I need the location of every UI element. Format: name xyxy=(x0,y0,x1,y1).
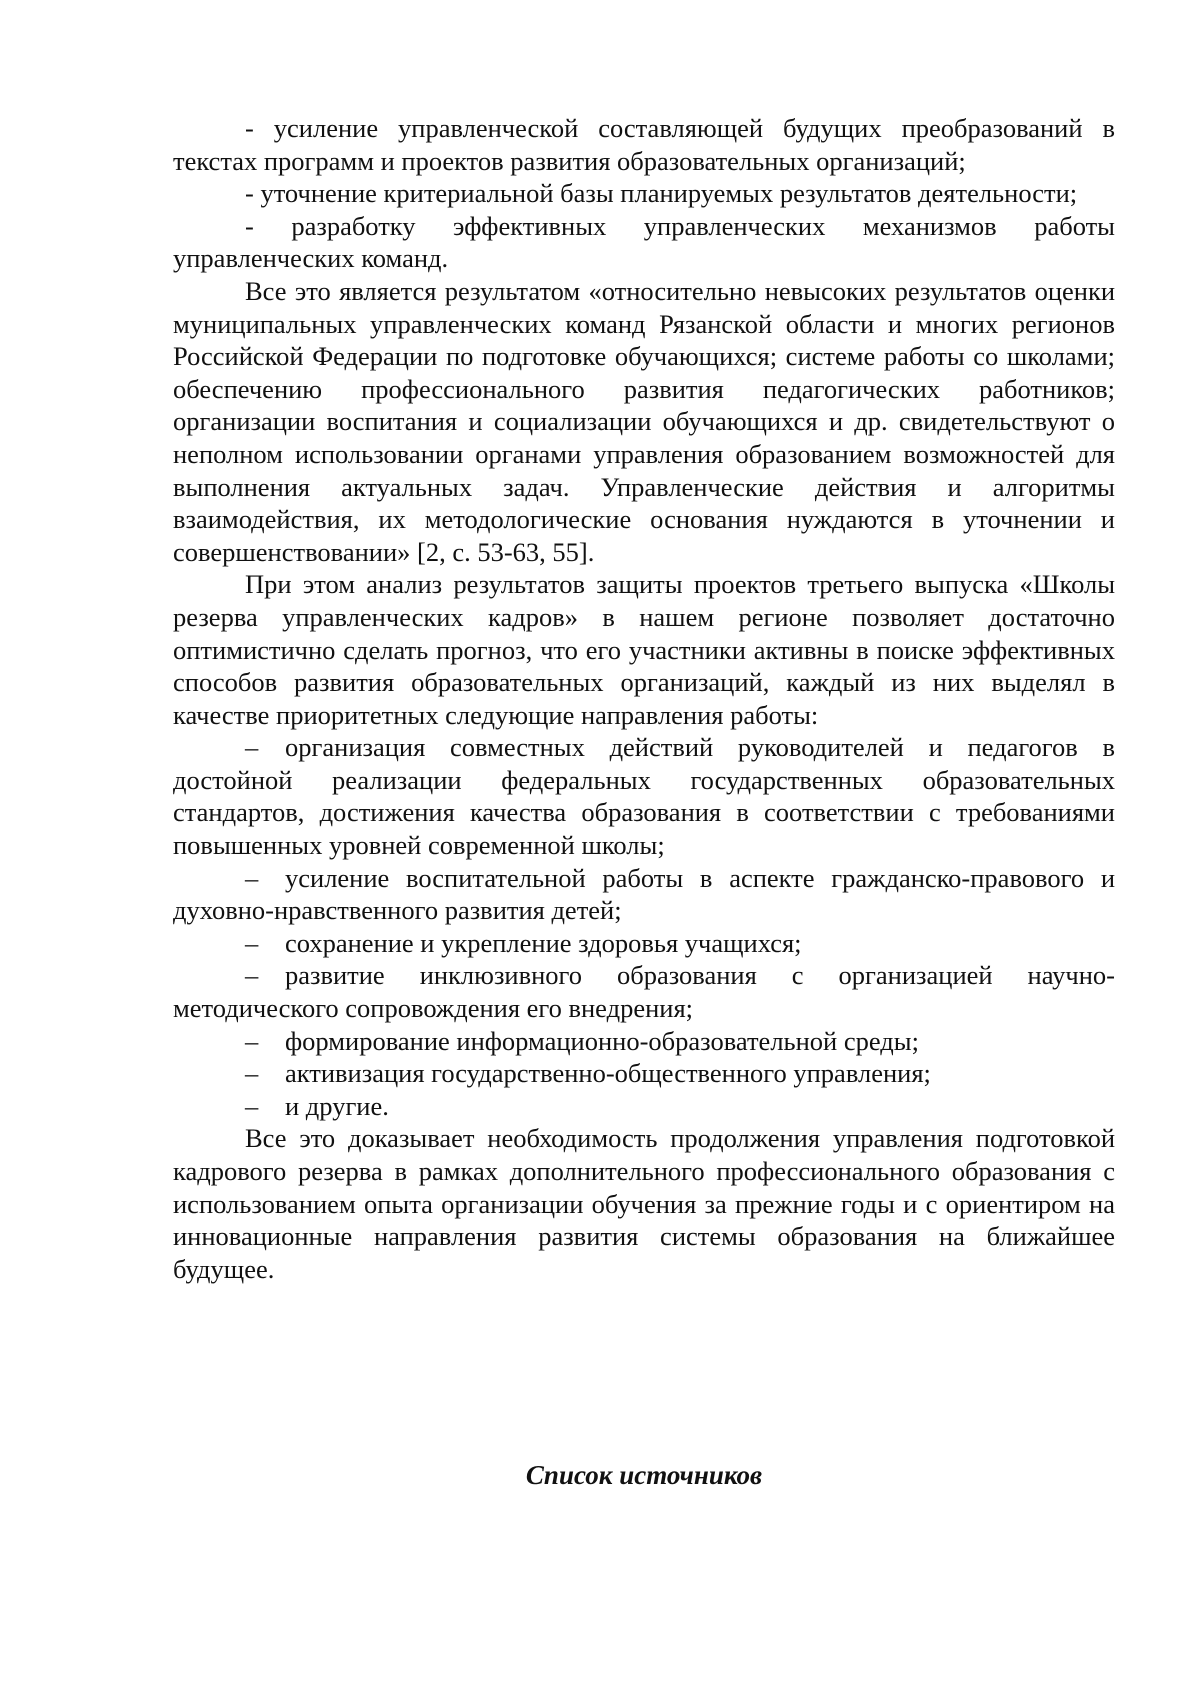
dash-marker: – xyxy=(245,959,285,992)
direction-text: и другие. xyxy=(285,1091,389,1121)
dash-marker: – xyxy=(245,1057,285,1090)
direction-text: усиление воспитательной работы в аспекте гражданско-правового и духовно-нравственного развития детей; xyxy=(173,863,1115,926)
dash-marker: – xyxy=(245,1025,285,1058)
direction-item xyxy=(173,862,1115,927)
direction-text: сохранение и укрепление здоровья учащихся; xyxy=(285,928,802,958)
dash-marker: – xyxy=(245,1090,285,1123)
direction-item xyxy=(173,1025,1115,1058)
direction-item xyxy=(173,959,1115,1024)
direction-text: формирование информационно-образовательной среды; xyxy=(285,1026,919,1056)
document-body xyxy=(173,112,1115,1285)
direction-item xyxy=(173,731,1115,861)
direction-text: организация совместных действий руководителей и педагогов в достойной реализации федеральных государственных образовательных стандартов, достижения качества образования в соответствии с требованиями повышенных уровней современной школы; xyxy=(173,732,1115,860)
paragraph-final: Все это доказывает необходимость продолжения управления подготовкой кадрового резерва в рамках дополнительного профессионального образования с использованием опыта организации обучения за прежние годы и с ориентиром на инновационные направления развития системы образования на ближайшее будущее. xyxy=(173,1122,1115,1285)
intro-item-2: - уточнение критериальной базы планируемых результатов деятельности; xyxy=(173,177,1115,210)
direction-item xyxy=(173,1090,1115,1123)
intro-item-3: - разработку эффективных управленческих механизмов работы управленческих команд. xyxy=(173,210,1115,275)
intro-item-1: - усиление управленческой составляющей будущих преобразований в текстах программ и проектов развития образовательных организаций; xyxy=(173,112,1115,177)
direction-text: активизация государственно-общественного управления; xyxy=(285,1058,931,1088)
dash-marker: – xyxy=(245,862,285,895)
direction-item xyxy=(173,1057,1115,1090)
direction-item xyxy=(173,927,1115,960)
dash-marker: – xyxy=(245,731,285,764)
sources-heading: Список источников xyxy=(173,1460,1115,1491)
paragraph-conclusion-quote: Все это является результатом «относительно невысоких результатов оценки муниципальных управленческих команд Рязанской области и многих регионов Российской Федерации по подготовке обучающихся; системе работы со школами; обеспечению профессионального развития педагогических работников; организации воспитания и социализации обучающихся и др. свидетельствуют о неполном использовании органами управления образованием возможностей для выполнения актуальных задач. Управленческие действия и алгоритмы взаимодействия, их методологические основания нуждаются в уточнении и совершенствовании» [2, с. 53-63, 55]. xyxy=(173,275,1115,568)
dash-marker: – xyxy=(245,927,285,960)
paragraph-analysis: При этом анализ результатов защиты проектов третьего выпуска «Школы резерва управленческих кадров» в нашем регионе позволяет достаточно оптимистично сделать прогноз, что его участники активны в поиске эффективных способов развития образовательных организаций, каждый из них выделял в качестве приоритетных следующие направления работы: xyxy=(173,568,1115,731)
direction-text: развитие инклюзивного образования с организацией научно-методического сопровождения его внедрения; xyxy=(173,960,1115,1023)
